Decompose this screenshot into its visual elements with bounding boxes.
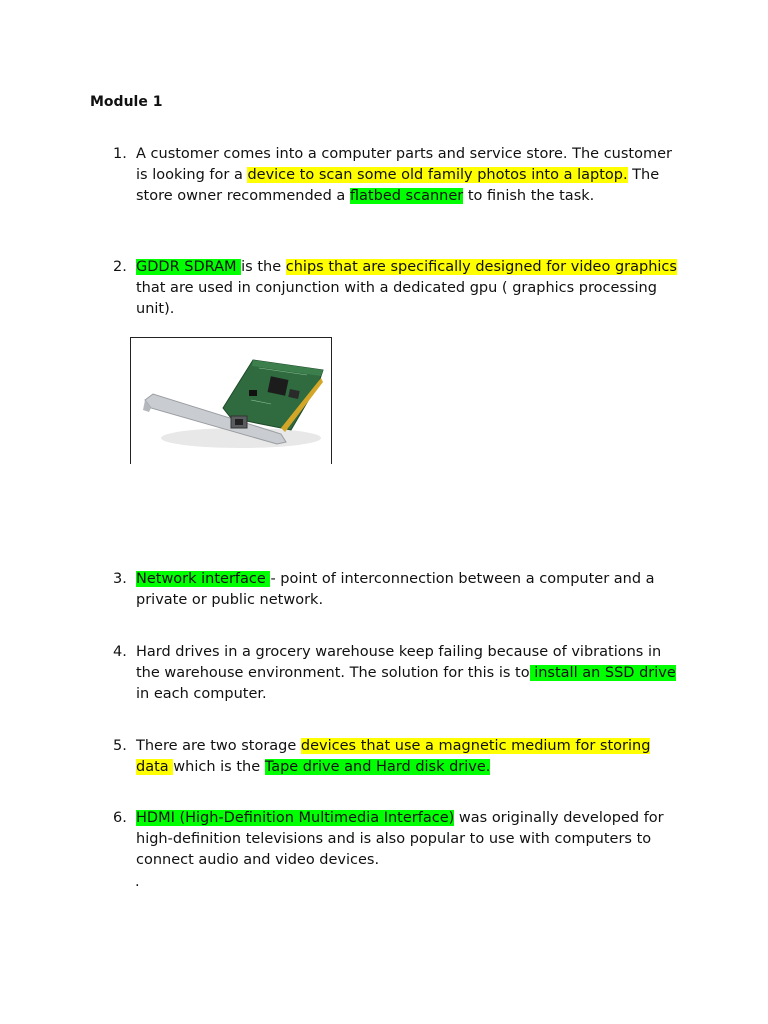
- highlighted-text: GDDR SDRAM: [136, 259, 242, 275]
- highlighted-text: Tape drive and Hard disk drive.: [264, 759, 491, 775]
- item-text: [136, 642, 681, 705]
- item-text: [136, 257, 681, 320]
- highlighted-text: device to scan some old family photos into a laptop.: [247, 167, 628, 183]
- text-segment: There are two storage: [136, 738, 301, 754]
- highlighted-text: Network interface: [136, 571, 271, 587]
- highlighted-text: HDMI (High-Definition Multimedia Interface): [136, 810, 455, 826]
- item-number: 4.: [113, 644, 127, 660]
- highlighted-text: install an SSD drive: [529, 665, 676, 681]
- item-number: 5.: [113, 738, 127, 754]
- text-segment: Hard drives in a grocery warehouse keep failing because of vibrations in the warehouse environment. The solution for this is to: [136, 644, 662, 681]
- item-text: [136, 144, 681, 207]
- item-number: 1.: [113, 146, 127, 162]
- item-text: [136, 569, 681, 611]
- text-segment: that are used in conjunction with a dedicated gpu ( graphics processing unit).: [136, 280, 657, 317]
- text-segment: - point of interconnection between a computer and a private or public network.: [136, 571, 655, 608]
- item-number: 3.: [113, 571, 127, 587]
- item-number: 6.: [113, 810, 127, 826]
- highlighted-text: flatbed scanner: [349, 188, 464, 204]
- text-segment: to finish the task.: [463, 188, 595, 204]
- item-text: [136, 736, 681, 778]
- item-text: [136, 808, 681, 871]
- network-card-image: [130, 337, 332, 464]
- module-title: Module 1: [90, 94, 163, 110]
- item-number: 2.: [113, 259, 127, 275]
- trailing-period: .: [135, 874, 140, 890]
- highlighted-text: chips that are specifically designed for video graphics: [285, 259, 677, 275]
- text-segment: The store owner recommended a: [136, 167, 660, 204]
- text-segment: was originally developed for high-definition televisions and is also popular to use with computers to connect audio and video devices.: [136, 810, 664, 868]
- text-segment: A customer comes into a computer parts and service store. The customer is looking for a: [136, 146, 672, 183]
- text-segment: in each computer.: [136, 686, 267, 702]
- text-segment: is the: [241, 259, 286, 275]
- highlighted-text: devices that use a magnetic medium for storing data: [136, 738, 651, 775]
- network-interface-card-image: [131, 338, 331, 464]
- text-segment: which is the: [173, 759, 265, 775]
